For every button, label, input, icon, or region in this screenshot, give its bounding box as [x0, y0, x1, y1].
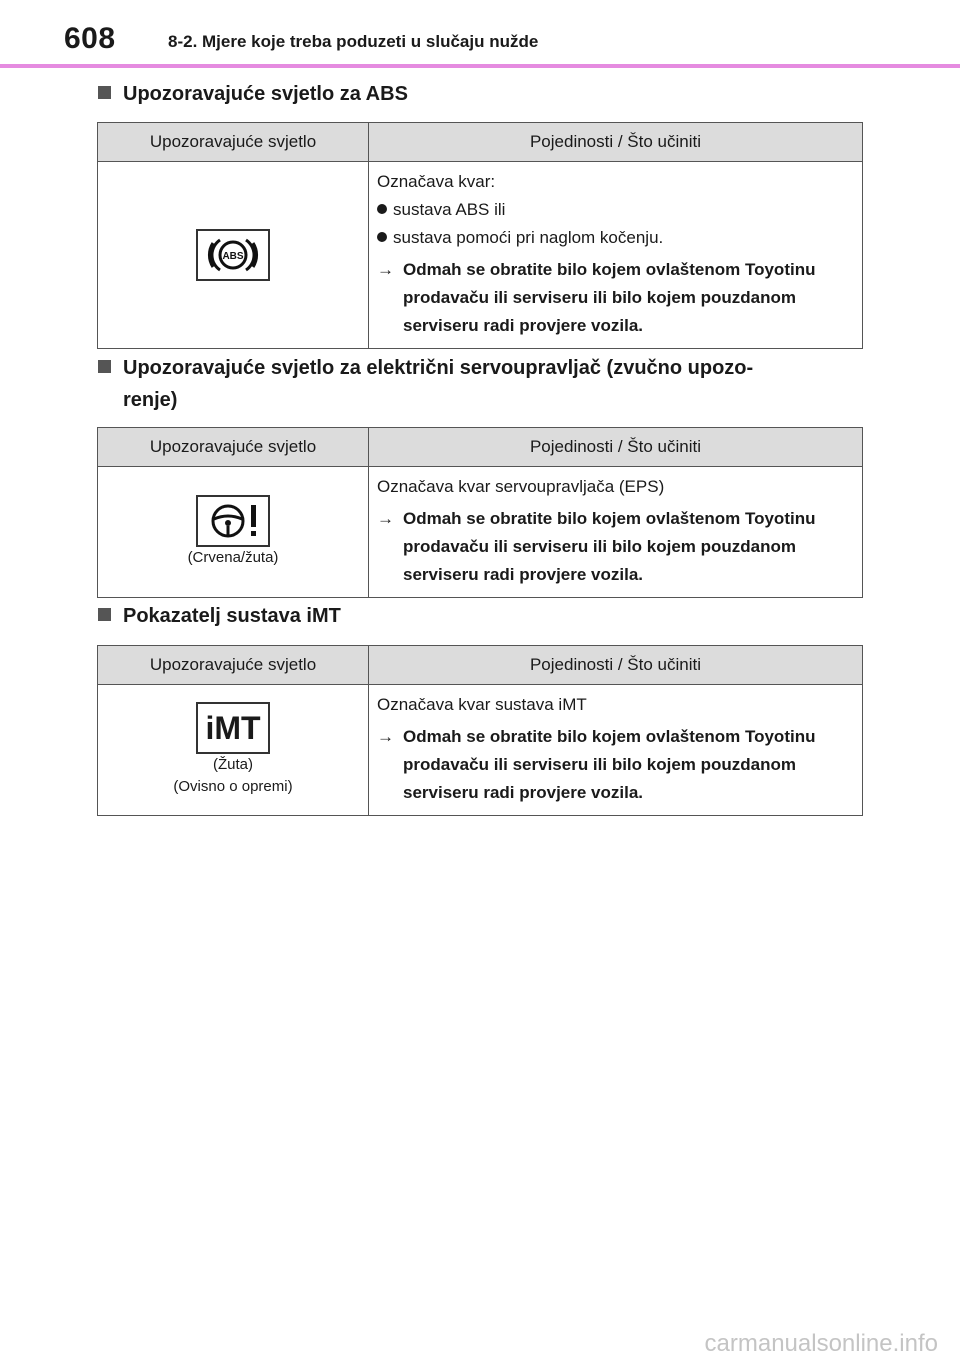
imt-indicator-table — [97, 645, 863, 816]
description-text: Označava kvar servoupravljača (EPS) — [377, 477, 665, 496]
arrow-right-icon: → — [377, 509, 394, 528]
watermark-text: carmanualsonline.info — [704, 1330, 938, 1357]
table-header-details: Pojedinosti / Što učiniti — [369, 646, 863, 685]
eps-warning-table — [97, 427, 863, 598]
details-cell — [369, 467, 863, 598]
icon-cell — [98, 685, 369, 816]
table-header-details: Pojedinosti / Što učiniti — [369, 123, 863, 162]
icon-caption: (Žuta) — [212, 756, 253, 773]
svg-text:ABS: ABS — [222, 251, 244, 262]
section-title-abs: Upozoravajuće svjetlo za ABS — [98, 78, 408, 110]
arrow-right-icon: → — [377, 260, 394, 279]
abs-warning-table — [97, 122, 863, 349]
section-square-icon — [98, 86, 111, 99]
section-square-icon — [98, 608, 111, 621]
steering-warning-icon — [196, 495, 270, 547]
list-item: sustava pomoći pri naglom kočenju. — [377, 224, 852, 252]
imt-indicator-icon: iMT — [196, 702, 270, 754]
details-cell — [369, 162, 863, 349]
description-text: Označava kvar: — [377, 172, 496, 191]
icon-cell — [98, 162, 369, 349]
action-instruction: → Odmah se obratite bilo kojem ovlaštenom Toyotinu prodavaču ili serviseru ili bilo kojem pouzdanom serviseru radi provjere vozila. — [377, 505, 852, 589]
description-text: Označava kvar sustava iMT — [377, 695, 587, 714]
icon-cell — [98, 467, 369, 598]
table-header-details: Pojedinosti / Što učiniti — [369, 428, 863, 467]
section-title-eps: Upozoravajuće svjetlo za električni servoupravljač (zvučno upozo- renje) — [98, 352, 753, 416]
icon-caption: (Crvena/žuta) — [187, 549, 279, 566]
table-header-light: Upozoravajuće svjetlo — [98, 428, 369, 467]
table-header-light: Upozoravajuće svjetlo — [98, 123, 369, 162]
page-number: 608 — [64, 22, 116, 55]
list-item: sustava ABS ili — [377, 196, 852, 224]
action-instruction: → Odmah se obratite bilo kojem ovlaštenom Toyotinu prodavaču ili serviseru ili bilo kojem pouzdanom serviseru radi provjere vozila. — [377, 256, 852, 340]
table-header-light: Upozoravajuće svjetlo — [98, 646, 369, 685]
header-divider — [0, 64, 960, 68]
section-title-imt: Pokazatelj sustava iMT — [98, 600, 341, 632]
section-square-icon — [98, 360, 111, 373]
details-cell — [369, 685, 863, 816]
icon-caption-equipment: (Ovisno o opremi) — [173, 778, 293, 795]
chapter-title: 8-2. Mjere koje treba poduzeti u slučaju nužde — [168, 32, 539, 51]
action-instruction: → Odmah se obratite bilo kojem ovlaštenom Toyotinu prodavaču ili serviseru ili bilo kojem pouzdanom serviseru radi provjere vozila. — [377, 723, 852, 807]
abs-warning-icon — [196, 229, 270, 281]
arrow-right-icon: → — [377, 727, 394, 746]
page-header — [0, 0, 960, 70]
